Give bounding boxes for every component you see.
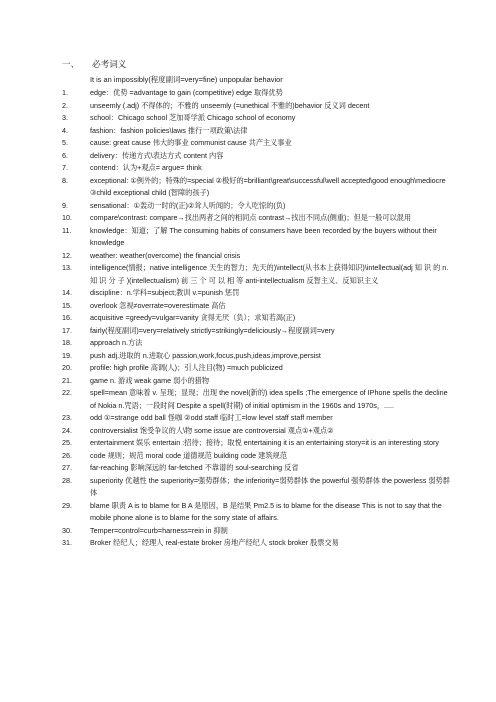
item-text: controversialist 饱受争议的人\物 some issue are controversial 观点①+观点②	[90, 425, 334, 435]
item-text: delivery：传递方式\表达方式 content 内容	[90, 150, 224, 160]
item-text: push adj.进取的 n.进取心 passion,work,focus,push,ideas,improve,persist	[90, 350, 321, 360]
list-item	[62, 87, 452, 100]
item-text: discipline：n.学科=subject;教训 v.=punish 惩罚	[90, 288, 240, 298]
item-number: 7.	[62, 163, 68, 173]
list-item	[62, 500, 452, 525]
list-item	[62, 137, 452, 150]
item-number: 30.	[62, 525, 72, 535]
item-text: weather: weather(overcome) the financial crisis	[90, 250, 241, 260]
section-title: 必考词义	[92, 59, 127, 69]
item-text: sensational：①轰动一时的(正)②耸人听闻的；令人吃惊的(负)	[90, 200, 286, 210]
list-item	[62, 437, 452, 450]
item-number: 12.	[62, 250, 72, 260]
item-number: 13.	[62, 263, 72, 273]
item-number: 9.	[62, 200, 68, 210]
list-item	[62, 387, 452, 412]
list-item	[62, 287, 452, 300]
item-text: profile: high profile 高调(人)；引人注目(物) =much publicized	[90, 363, 283, 373]
item-number: 10.	[62, 213, 72, 223]
item-text: approach n.方法	[90, 338, 143, 348]
item-text: fashion：fashion policies\laws 推行一项政策\法律	[90, 125, 248, 135]
item-number: 18.	[62, 338, 72, 348]
list-item	[62, 425, 452, 438]
item-text: blame 职责 A is to blame for B A 是原因，B 是结果 Pm2.5 is to blame for the disease This is not to say that the mobile phone alone is to blame for the sorry state of affairs.	[90, 500, 442, 523]
list-item	[62, 225, 452, 250]
item-number: 27.	[62, 463, 72, 473]
list-item	[62, 262, 452, 287]
list-item	[62, 212, 452, 225]
item-number: 11.	[62, 225, 72, 235]
list-item	[62, 337, 452, 350]
item-text: knowledge：知道；了解 The consuming habits of consumers have been recorded by the buyers without their knowledge	[90, 225, 437, 248]
item-text: contend：认为+观点= argue= think	[90, 163, 202, 173]
item-number: 29.	[62, 500, 72, 510]
item-text: school：Chicago school 芝加哥学派 Chicago school of economy	[90, 113, 296, 123]
item-text: overlook 忽视≠overrate=overestimate 高估	[90, 300, 226, 310]
item-number: 17.	[62, 325, 72, 335]
item-text: intelligence(情报；native intelligence 天生的智力；先天的)\intellect(从书本上获得知识)\intellectual(adj 知 识 的 n. 知 识 分 子 )(intellectualism) 前 三 个 可 以 相 等 anti-intellectualism 反智主义、反知识主义	[90, 263, 449, 285]
item-number: 24.	[62, 425, 72, 435]
list-item	[62, 450, 452, 463]
vocabulary-list	[62, 87, 452, 550]
intro-sentence: It is an impossibly(程度副词=very=fine) unpopular behavior	[90, 75, 283, 84]
list-item	[62, 112, 452, 125]
section-heading	[62, 58, 452, 70]
item-number: 16.	[62, 313, 72, 323]
item-text: compare\contrast: compare→找出两者之间的相同点 contrast→找出不同点(侧重)；但是一般可以混用	[90, 213, 412, 223]
list-item	[62, 412, 452, 425]
list-item	[62, 162, 452, 175]
list-item	[62, 462, 452, 475]
item-number: 25.	[62, 438, 72, 448]
list-item	[62, 325, 452, 338]
list-item	[62, 537, 452, 550]
item-number: 2.	[62, 100, 68, 110]
item-text: odd ①=strange odd ball 怪咖 ②odd staff 临时工=low level staff staff member	[90, 413, 333, 423]
item-text: Broker 经纪人；经理人 real-estate broker 房地产经纪人 stock broker 股票交易	[90, 538, 339, 548]
item-text: superiority 优越性 the superiority=强势群体；the inferiority=弱势群体 the powerful 强势群体 the powerless 弱势群体	[90, 475, 450, 498]
list-item	[62, 100, 452, 113]
list-item	[62, 312, 452, 325]
item-number: 23.	[62, 413, 72, 423]
item-text: code 规则；规范 moral code 道德规范 building code 建筑规范	[90, 450, 287, 460]
item-number: 21.	[62, 375, 72, 385]
item-text: entertainment 娱乐 entertain :招待；接待；取悦 entertaining it is an entertaining story=it is an interesting story	[90, 438, 439, 448]
item-text: acquisitive =greedy=vulgar=vanity 贪得无厌（负）；求知若渴(正)	[90, 313, 296, 323]
item-text: game n. 游戏 weak game 弱小的猎物	[90, 375, 210, 385]
item-text: exceptional: ①例外的；特殊的=special ②极好的=brilliant\great\successful\well accepted\good enough\mediocre ③child exceptional child (智障的孩子)	[90, 175, 446, 198]
item-number: 28.	[62, 475, 72, 485]
list-item	[62, 362, 452, 375]
list-item	[62, 525, 452, 538]
item-number: 3.	[62, 113, 68, 123]
list-item	[62, 475, 452, 500]
list-item	[62, 375, 452, 388]
item-number: 5.	[62, 138, 68, 148]
item-text: edge：优势 =advantage to gain (competitive) edge 取得优势	[90, 88, 283, 98]
item-text: spell=mean 意味着 v. 呈现；显现；出现 the novel(新的) idea spells ;The emergence of IPhone spells the decline of Nokia n.咒语；一段时间 Despite a spell(时期) of initial optimism in the 1960s and 1970s，.....	[90, 388, 448, 410]
item-number: 8.	[62, 175, 68, 185]
list-item	[62, 350, 452, 363]
item-number: 31.	[62, 538, 72, 548]
item-text: far-reaching 影响深远的 far-fetched 不靠谱的 soul-searching 反省	[90, 463, 299, 473]
item-text: unseemly (.adj) 不得体的；不雅的 unseemly (=unethical 不雅的)behavior 反义词 decent	[90, 100, 370, 110]
item-text: fairly(程度副词)=very=relatively strictly=strikingly=deliciously→程度副词=very	[90, 325, 335, 335]
list-item	[62, 300, 452, 313]
list-item	[62, 125, 452, 138]
item-number: 19.	[62, 350, 72, 360]
item-number: 6.	[62, 150, 68, 160]
list-item	[62, 150, 452, 163]
item-number: 14.	[62, 288, 72, 298]
item-text: Temper=control=curb=harness=rein in 抑制	[90, 525, 228, 535]
list-item	[62, 175, 452, 200]
item-number: 20.	[62, 363, 72, 373]
item-number: 15.	[62, 300, 72, 310]
item-number: 4.	[62, 125, 68, 135]
item-number: 22.	[62, 388, 72, 398]
list-item	[62, 250, 452, 263]
item-text: cause: great cause 伟大的事业 communist cause 共产主义事业	[90, 138, 292, 148]
item-number: 1.	[62, 88, 68, 98]
item-number: 26.	[62, 450, 72, 460]
section-number: 一、	[62, 59, 80, 69]
list-item	[62, 200, 452, 213]
